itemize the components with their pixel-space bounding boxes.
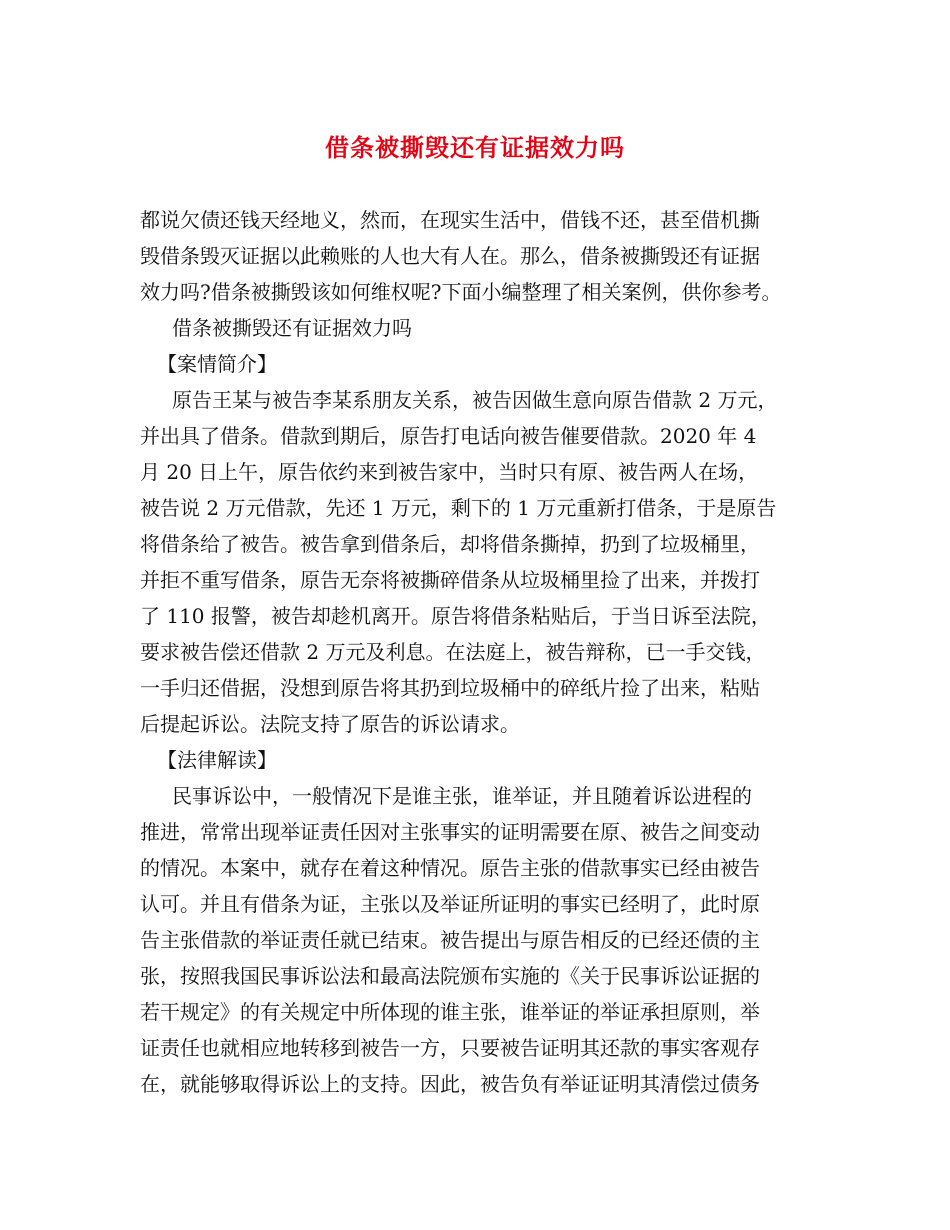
body-line: 民事诉讼中，一般情况下是谁主张，谁举证，并且随着诉讼进程的 [172, 784, 752, 808]
body-line: 后提起诉讼。法院支持了原告的诉讼请求。 [140, 712, 520, 736]
body-line: 并出具了借条。借款到期后，原告打电话向被告催要借款。2020 年 4 [140, 424, 757, 448]
body-line: 被告说 2 万元借款，先还 1 万元，剩下的 1 万元重新打借条，于是原告 [140, 496, 777, 520]
body-line: 证责任也就相应地转移到被告一方，只要被告证明其还款的事实客观存 [140, 1036, 760, 1060]
body-line: 告主张借款的举证责任就已结束。被告提出与原告相反的已经还债的主 [140, 928, 760, 952]
body-line: 效力吗?借条被撕毁该如何维权呢?下面小编整理了相关案例，供你参考。 [140, 280, 782, 304]
body-line: 一手归还借据，没想到原告将其扔到垃圾桶中的碎纸片捡了出来，粘贴 [140, 676, 760, 700]
body-line: 都说欠债还钱天经地义，然而，在现实生活中，借钱不还，甚至借机撕 [140, 208, 760, 232]
body-line: 月 20 日上午，原告依约来到被告家中，当时只有原、被告两人在场， [140, 460, 759, 484]
body-line: 若干规定》的有关规定中所体现的谁主张，谁举证的举证承担原则，举 [140, 1000, 760, 1024]
body-line: 的情况。本案中，就存在着这种情况。原告主张的借款事实已经由被告 [140, 856, 760, 880]
document-title: 借条被撕毁还有证据效力吗 [325, 133, 625, 162]
section-subtitle: 借条被撕毁还有证据效力吗 [172, 316, 412, 340]
body-line: 了 110 报警，被告却趁机离开。原告将借条粘贴后，于当日诉至法院， [140, 604, 771, 628]
body-line: 原告王某与被告李某系朋友关系，被告因做生意向原告借款 2 万元， [172, 388, 778, 412]
body-line: 在，就能够取得诉讼上的支持。因此，被告负有举证证明其清偿过债务 [140, 1072, 760, 1096]
body-line: 推进，常常出现举证责任因对主张事实的证明需要在原、被告之间变动 [140, 820, 760, 844]
body-line: 认可。并且有借条为证，主张以及举证所证明的事实已经明了，此时原 [140, 892, 760, 916]
body-line: 并拒不重写借条，原告无奈将被撕碎借条从垃圾桶里捡了出来，并拨打 [140, 568, 760, 592]
body-line: 毁借条毁灭证据以此赖账的人也大有人在。那么，借条被撕毁还有证据 [140, 244, 760, 268]
section-heading-law: 【法律解读】 [157, 748, 277, 772]
section-heading-case: 【案情简介】 [157, 352, 277, 376]
body-line: 将借条给了被告。被告拿到借条后，却将借条撕掉，扔到了垃圾桶里， [140, 532, 760, 556]
body-line: 张，按照我国民事诉讼法和最高法院颁布实施的《关于民事诉讼证据的 [140, 964, 760, 988]
body-line: 要求被告偿还借款 2 万元及利息。在法庭上，被告辩称，已一手交钱， [140, 640, 766, 664]
